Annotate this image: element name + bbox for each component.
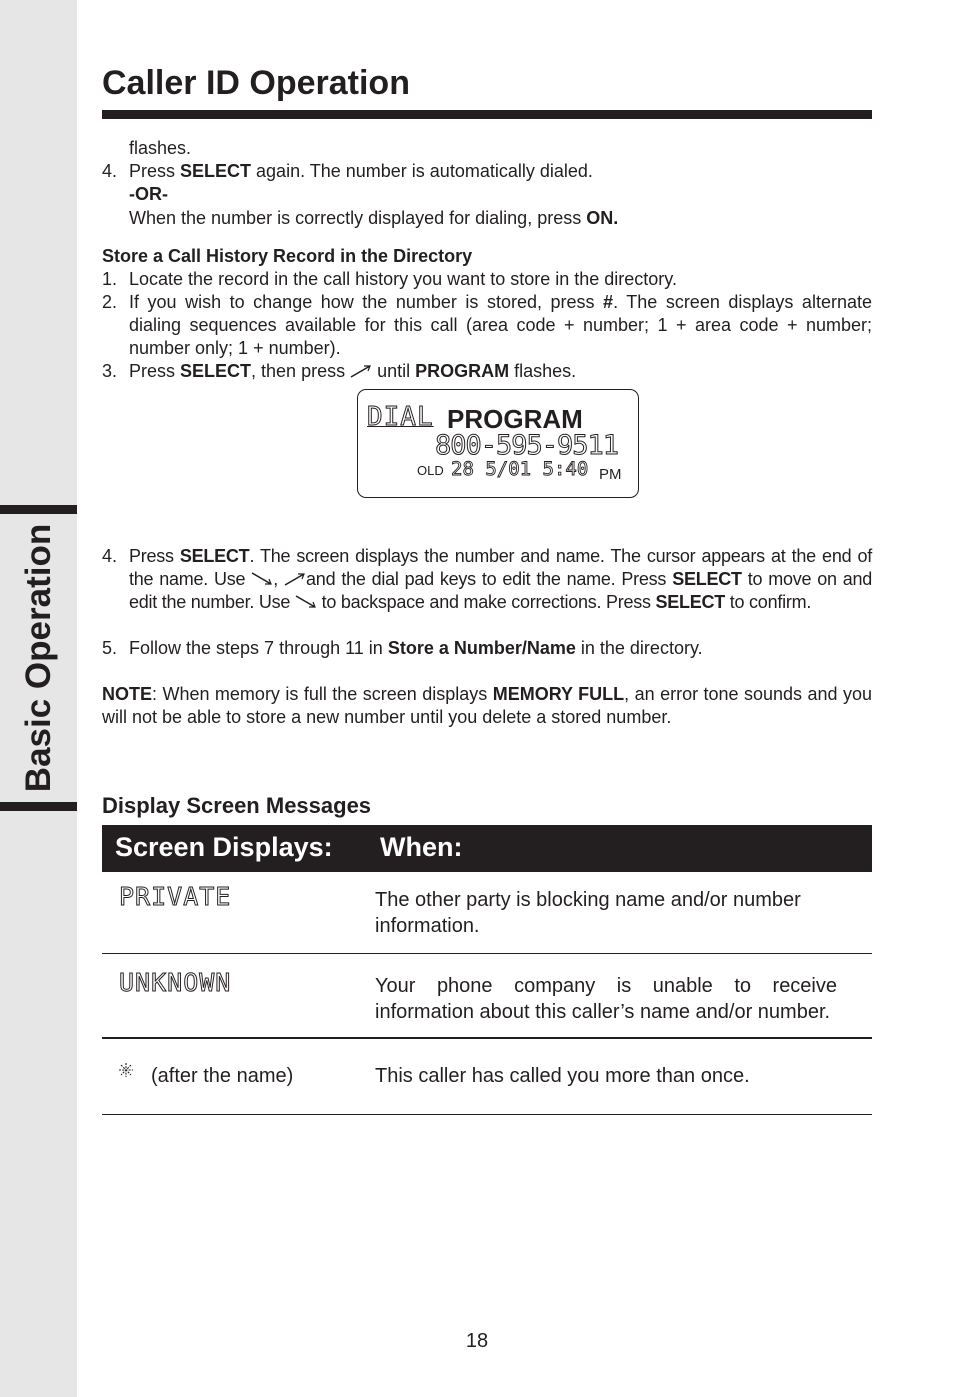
section-tab xyxy=(0,505,77,811)
store-step-2: If you wish to change how the number is stored, press #. The screen displays alternate dialing sequences available for this call (area code + number; 1 + area code + number; number only; 1 + number). xyxy=(129,292,872,358)
step-number: 1. xyxy=(102,269,118,289)
step-4-text: Press SELECT again. The number is automatically dialed. xyxy=(129,161,593,181)
section-tab-label: Basic Operation xyxy=(18,523,58,793)
step-number: 4. xyxy=(102,161,118,181)
or-text: -OR- xyxy=(129,184,168,204)
lcd-phone-number: 800-595-9511 xyxy=(435,430,619,461)
screen-display-repeat: (after the name) xyxy=(151,1065,294,1087)
lcd-old-label: OLD xyxy=(417,463,444,478)
when-repeat: This caller has called you more than once. xyxy=(375,1065,750,1087)
screen-display-private: PRIVATE xyxy=(119,882,232,911)
arrow-down-icon xyxy=(295,595,317,609)
store-step-1: Locate the record in the call history you want to store in the directory. xyxy=(129,269,677,289)
memory-note: NOTE: When memory is full the screen displays MEMORY FULL, an error tone sounds and you will not be able to store a new number until you delete a stored number. xyxy=(102,684,873,727)
page-number: 18 xyxy=(465,1330,489,1352)
screen-display-unknown: UNKNOWN xyxy=(119,968,232,997)
row-divider xyxy=(102,1037,872,1039)
column-header-screen: Screen Displays: xyxy=(115,832,333,862)
when-unknown: Your phone company is unable to receive information about this caller’s name and/or number. xyxy=(375,975,837,1023)
lcd-dial-text: DIAL xyxy=(367,402,434,432)
row-divider xyxy=(102,953,872,954)
arrow-up-icon xyxy=(350,364,372,378)
lcd-display xyxy=(357,389,639,498)
when-text: When the number is correctly displayed for dialing, press ON. xyxy=(129,208,619,228)
column-header-when: When: xyxy=(380,832,463,862)
step-number: 5. xyxy=(102,638,118,658)
arrow-up-icon xyxy=(284,572,306,586)
arrow-down-icon xyxy=(251,572,273,586)
lcd-date-time: 28 5/01 5:40 xyxy=(451,458,589,480)
step-number: 3. xyxy=(102,361,118,381)
store-heading: Store a Call History Record in the Directory xyxy=(102,246,473,266)
star-icon xyxy=(119,1063,133,1077)
title-rule xyxy=(102,110,872,119)
lcd-program-label: PROGRAM xyxy=(447,404,583,434)
step-number: 4. xyxy=(102,546,118,566)
page-title: Caller ID Operation xyxy=(102,64,410,102)
step-number: 2. xyxy=(102,292,118,312)
store-step-3: Press SELECT, then press until PROGRAM flashes. xyxy=(129,361,577,381)
messages-table-header xyxy=(102,825,872,872)
when-private: The other party is blocking name and/or number information. xyxy=(375,889,801,937)
lcd-pm-label: PM xyxy=(599,466,622,483)
store-step-5: Follow the steps 7 through 11 in Store a Number/Name in the directory. xyxy=(129,638,703,658)
row-divider xyxy=(102,1114,872,1115)
store-step-4: Press SELECT. The screen displays the number and name. The cursor appears at the end of the name. Use , and the dial pad keys to edit the name. Press SELECT to move on and edit the number. Use to backspace and make corrections. Press SELECT to confirm. xyxy=(129,546,873,612)
continued-text: flashes. xyxy=(129,138,192,158)
messages-title: Display Screen Messages xyxy=(102,793,372,818)
